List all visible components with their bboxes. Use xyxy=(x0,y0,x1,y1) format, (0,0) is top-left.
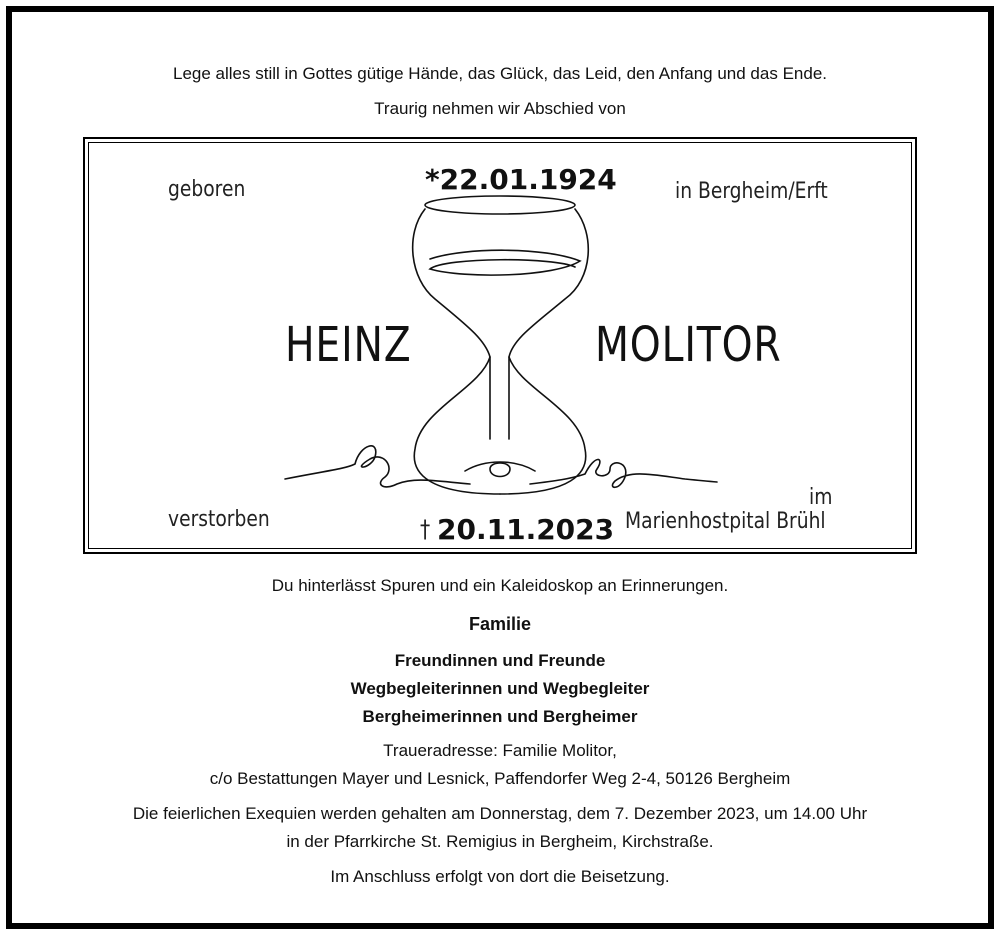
opening-quote: Lege alles still in Gottes gütige Hände, das Glück, das Leid, den Anfang und das Ende. xyxy=(173,64,827,83)
birth-date: *22.01.1924 xyxy=(425,163,617,196)
death-place: Marienhostpital Brühl xyxy=(625,509,826,534)
death-place-prefix: im xyxy=(809,485,833,510)
burial-note: Im Anschluss erfolgt von dort die Beisetzung. xyxy=(330,867,670,886)
death-date: 20.11.2023 xyxy=(437,513,615,546)
intro-text: Traurig nehmen wir Abschied von xyxy=(374,99,626,118)
mourner-companions: Wegbegleiterinnen und Wegbegleiter xyxy=(350,679,650,698)
address-line-1: Traueradresse: Familie Molitor, xyxy=(383,741,617,760)
died-label: verstorben xyxy=(168,507,270,532)
address-line-2: c/o Bestattungen Mayer und Lesnick, Paffendorfer Weg 2-4, 50126 Bergheim xyxy=(209,769,791,788)
first-name: HEINZ xyxy=(285,317,412,373)
obituary-notice xyxy=(6,6,994,929)
mourner-family: Familie xyxy=(468,614,532,634)
name-frame xyxy=(83,137,917,554)
mourner-friends: Freundinnen und Freunde xyxy=(394,651,606,670)
cross-icon: † xyxy=(420,515,431,543)
service-line-1: Die feierlichen Exequien werden gehalten am Donnerstag, dem 7. Dezember 2023, um 14.00 Uhr xyxy=(132,804,868,823)
born-label: geboren xyxy=(168,177,246,202)
last-name: MOLITOR xyxy=(595,317,782,373)
mourner-citizens: Bergheimerinnen und Bergheimer xyxy=(362,707,638,726)
tagline: Du hinterlässt Spuren und ein Kaleidoskop an Erinnerungen. xyxy=(271,576,729,595)
service-line-2: in der Pfarrkirche St. Remigius in Bergheim, Kirchstraße. xyxy=(286,832,714,851)
birth-place: in Bergheim/Erft xyxy=(675,179,828,204)
